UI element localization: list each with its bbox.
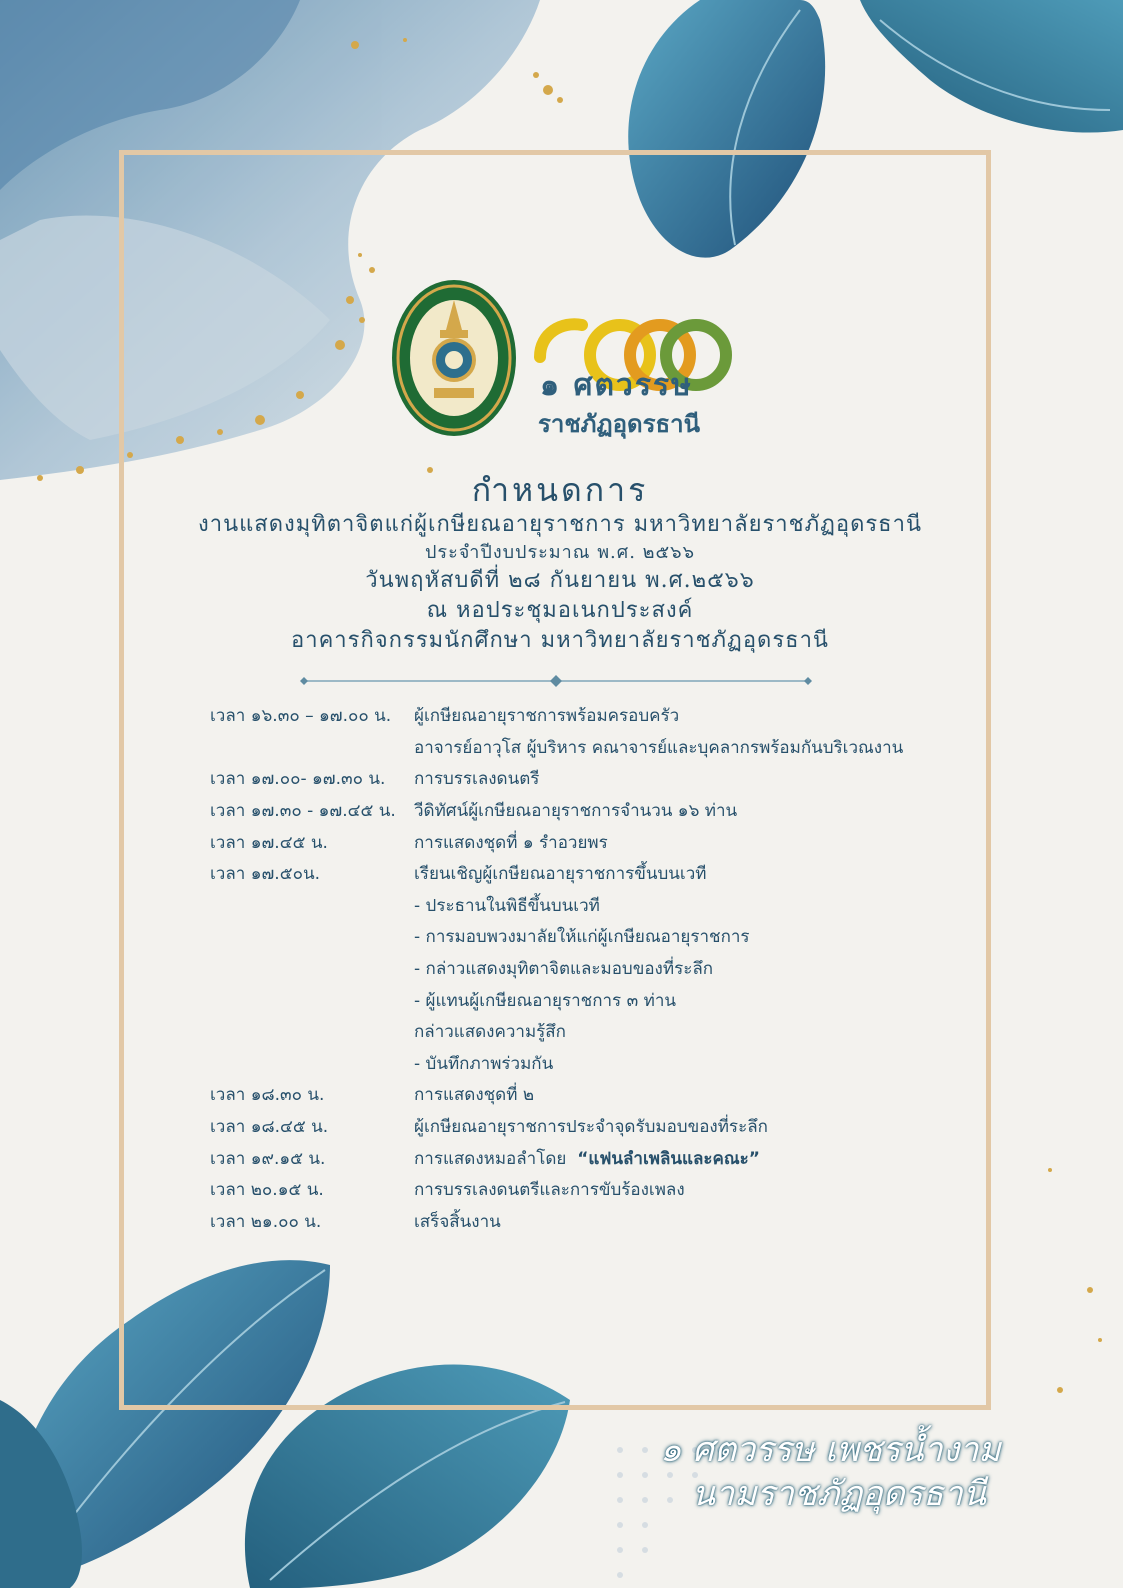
schedule-row — [210, 1142, 970, 1174]
slogan-line1: ๑ ศตวรรษ เพชรน้ำงาม — [660, 1430, 1001, 1470]
schedule-desc: เรียนเชิญผู้เกษียณอายุราชการขึ้นบนเวที — [414, 864, 707, 885]
schedule-desc: ผู้เกษียณอายุราชการประจำจุดรับมอบของที่ระลึก — [414, 1117, 768, 1138]
performer-name: “แฟนลำเพลินและคณะ” — [577, 1148, 760, 1169]
schedule-row — [210, 984, 970, 1016]
ornamental-divider — [300, 675, 812, 687]
schedule-desc: อาจารย์อาวุโส ผู้บริหาร คณาจารย์และบุคลากรพร้อมกันบริเวณงาน — [414, 737, 904, 758]
centenary-subtitle: ราชภัฏอุดรธานี — [538, 410, 701, 438]
event-building: อาคารกิจกรรมนักศึกษา มหาวิทยาลัยราชภัฏอุดรธานี — [291, 628, 829, 653]
schedule-time: เวลา ๑๗.๔๕ น. — [210, 832, 328, 853]
schedule-desc: - กล่าวแสดงมุทิตาจิตและมอบของที่ระลึก — [414, 959, 714, 980]
schedule-row — [210, 795, 970, 827]
event-venue: ณ หอประชุมอเนกประสงค์ — [426, 598, 694, 623]
fiscal-year: ประจำปีงบประมาณ พ.ศ. ๒๕๖๖ — [424, 542, 695, 563]
page-title: กำหนดการ — [471, 471, 649, 509]
slogan-line2: นามราชภัฏอุดรธานี — [691, 1474, 986, 1514]
leaf-top-right-2 — [860, 0, 1123, 133]
schedule-desc: การแสดงชุดที่ ๑ รำอวยพร — [414, 832, 608, 853]
schedule-time: เวลา ๑๗.๐๐- ๑๗.๓๐ น. — [210, 769, 386, 790]
university-seal-logo — [390, 278, 518, 438]
schedule-desc: ผู้เกษียณอายุราชการพร้อมครอบครัว — [414, 706, 680, 727]
schedule-desc: - การมอบพวงมาลัยให้แก่ผู้เกษียณอายุราชการ — [414, 927, 750, 948]
event-date: วันพฤหัสบดีที่ ๒๘ กันยายน พ.ศ.๒๕๖๖ — [365, 568, 755, 593]
slogan — [660, 1428, 1000, 1516]
schedule-time: เวลา ๑๘.๓๐ น. — [210, 1085, 325, 1106]
schedule-desc: - ประธานในพิธีขึ้นบนเวที — [414, 895, 600, 916]
schedule-row — [210, 921, 970, 953]
schedule-desc: การแสดงชุดที่ ๒ — [414, 1085, 535, 1106]
schedule-row — [210, 1016, 970, 1048]
schedule-desc: การบรรเลงดนตรีและการขับร้องเพลง — [414, 1180, 685, 1201]
schedule-time: เวลา ๒๐.๑๕ น. — [210, 1180, 324, 1201]
schedule-row — [210, 1111, 970, 1143]
schedule-row — [210, 763, 970, 795]
schedule-time: เวลา ๑๙.๑๕ น. — [210, 1148, 326, 1169]
schedule-row — [210, 826, 970, 858]
schedule-row — [210, 700, 970, 732]
schedule-desc — [414, 1145, 970, 1172]
schedule-row — [210, 1079, 970, 1111]
schedule-desc: เสร็จสิ้นงาน — [414, 1211, 501, 1232]
schedule-row — [210, 858, 970, 890]
schedule-time: เวลา ๑๗.๓๐ - ๑๗.๔๕ น. — [210, 801, 396, 822]
schedule-time: เวลา ๑๖.๓๐ – ๑๗.๐๐ น. — [210, 706, 392, 727]
schedule-desc: กล่าวแสดงความรู้สึก — [414, 1022, 566, 1043]
event-name: งานแสดงมุทิตาจิตแก่ผู้เกษียณอายุราชการ มหาวิทยาลัยราชภัฏอุดรธานี — [197, 512, 922, 537]
schedule-row — [210, 890, 970, 922]
schedule-row — [210, 732, 970, 764]
schedule-time: เวลา ๑๘.๔๕ น. — [210, 1117, 329, 1138]
schedule-time: เวลา ๑๗.๕๐น. — [210, 864, 320, 885]
schedule-desc: - ผู้แทนผู้เกษียณอายุราชการ ๓ ท่าน — [414, 990, 676, 1011]
schedule-list — [210, 700, 970, 1237]
schedule-row — [210, 1048, 970, 1080]
schedule-desc: วีดิทัศน์ผู้เกษียณอายุราชการจำนวน ๑๖ ท่าน — [414, 801, 738, 822]
schedule-row — [210, 953, 970, 985]
schedule-row — [210, 1206, 970, 1238]
schedule-desc: - บันทึกภาพร่วมกัน — [414, 1053, 554, 1074]
event-header — [120, 470, 1000, 656]
schedule-desc-text: การแสดงหมอลำโดย — [414, 1148, 567, 1169]
logo-area — [390, 270, 750, 440]
schedule-desc: การบรรเลงดนตรี — [414, 769, 540, 790]
schedule-time: เวลา ๒๑.๐๐ น. — [210, 1211, 322, 1232]
schedule-row — [210, 1174, 970, 1206]
centenary-title: ๑ ศตวรรษ — [540, 368, 693, 403]
